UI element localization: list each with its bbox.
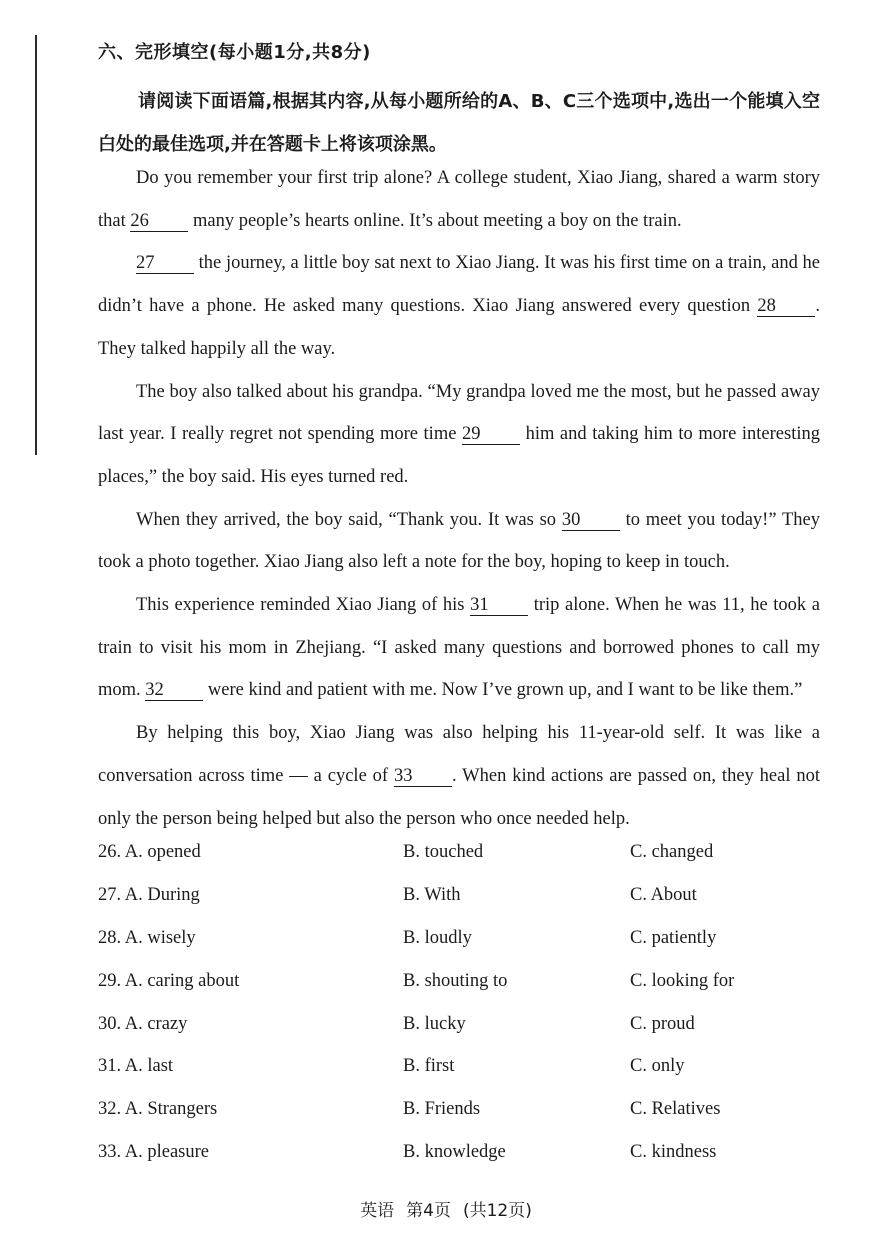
text: many people’s hearts online. It’s about meeting a boy on the train. (188, 210, 682, 231)
instructions: 请阅读下面语篇,根据其内容,从每小题所给的A、B、C三个选项中,选出一个能填入空白处的最佳选项,并在答题卡上将该项涂黑。 (98, 91, 820, 155)
blank-26: 26 (130, 211, 188, 232)
text: to meet you today!” They took a photo together. Xiao Jiang also left a note for the boy, hoping to keep in touch. (98, 509, 820, 573)
page-footer (0, 1196, 892, 1221)
option-c: C. Relatives (630, 1099, 721, 1120)
option-b: B. loudly (403, 927, 472, 948)
question-32-options (98, 1099, 820, 1142)
option-a: 31. A. last (98, 1056, 174, 1077)
option-c: C. looking for (630, 970, 735, 991)
question-26-options (98, 842, 820, 885)
option-b: B. shouting to (403, 970, 508, 991)
question-30-options (98, 1014, 820, 1057)
text: . They talked happily all the way. (98, 296, 820, 359)
option-c: C. patiently (630, 927, 717, 948)
option-c: C. About (630, 884, 697, 905)
text: . When kind actions are passed on, they heal not only the person being helped but also the person who once needed help. (98, 765, 820, 829)
text: trip alone. When he was 11, he took a train to visit his mom in Zhejiang. “I asked many questions and borrowed phones to call my mom. (98, 595, 820, 701)
blank-30: 30 (562, 510, 620, 531)
option-b: B. touched (403, 842, 484, 862)
text: Do you remember your first trip alone? A college student, Xiao Jiang, shared a warm story that (98, 168, 820, 231)
option-c: C. changed (630, 842, 714, 862)
blank-29: 29 (462, 424, 520, 445)
answer-options (98, 842, 820, 1185)
text: This experience reminded Xiao Jiang of his (136, 595, 471, 616)
option-b: B. knowledge (403, 1142, 506, 1163)
paragraph-3 (98, 371, 820, 499)
option-b: B. first (403, 1056, 455, 1077)
option-b: B. lucky (403, 1013, 466, 1034)
option-a: 27. A. During (98, 884, 200, 905)
text: him and taking him to more interesting places,” the boy said. His eyes turned red. (98, 424, 820, 487)
option-a: 26. A. opened (98, 842, 201, 862)
option-a: 33. A. pleasure (98, 1142, 209, 1163)
footer-page: 第4页 (406, 1201, 451, 1221)
question-31-options (98, 1056, 820, 1099)
question-33-options (98, 1142, 820, 1185)
paragraph-6 (98, 712, 820, 840)
margin-rule (35, 35, 37, 455)
paragraph-2 (98, 242, 820, 370)
question-27-options (98, 885, 820, 928)
option-c: C. only (630, 1056, 685, 1077)
text: The boy also talked about his grandpa. “My grandpa loved me the most, but he passed away last year. I really regret not spending more time (98, 381, 820, 445)
option-c: C. proud (630, 1013, 695, 1034)
text: the journey, a little boy sat next to Xiao Jiang. It was his first time on a train, and he didn’t have a phone. He asked many questions. Xiao Jiang answered every question (98, 253, 820, 317)
cloze-passage (98, 157, 820, 840)
text: By helping this boy, Xiao Jiang was also helping his 11-year-old self. It was like a conversation across time — a cycle of (98, 723, 820, 786)
text: were kind and patient with me. Now I’ve grown up, and I want to be like them.” (203, 680, 803, 701)
blank-31: 31 (470, 595, 528, 616)
option-a: 28. A. wisely (98, 927, 196, 948)
blank-32: 32 (145, 680, 203, 701)
blank-28: 28 (757, 296, 815, 317)
blank-27: 27 (136, 253, 194, 274)
question-28-options (98, 928, 820, 971)
option-a: 29. A. caring about (98, 970, 240, 991)
option-b: B. Friends (403, 1099, 481, 1120)
footer-subject: 英语 (360, 1201, 395, 1221)
footer-total: (共12页) (462, 1201, 532, 1221)
option-a: 30. A. crazy (98, 1013, 188, 1034)
paragraph-4 (98, 499, 820, 584)
section-title: 六、完形填空(每小题1分,共8分) (98, 42, 371, 63)
option-a: 32. A. Strangers (98, 1099, 218, 1120)
option-b: B. With (403, 884, 461, 905)
question-29-options (98, 971, 820, 1014)
paragraph-1 (98, 157, 820, 242)
option-c: C. kindness (630, 1142, 717, 1163)
blank-33: 33 (394, 766, 452, 787)
paragraph-5 (98, 584, 820, 712)
text: When they arrived, the boy said, “Thank you. It was so (136, 509, 562, 530)
